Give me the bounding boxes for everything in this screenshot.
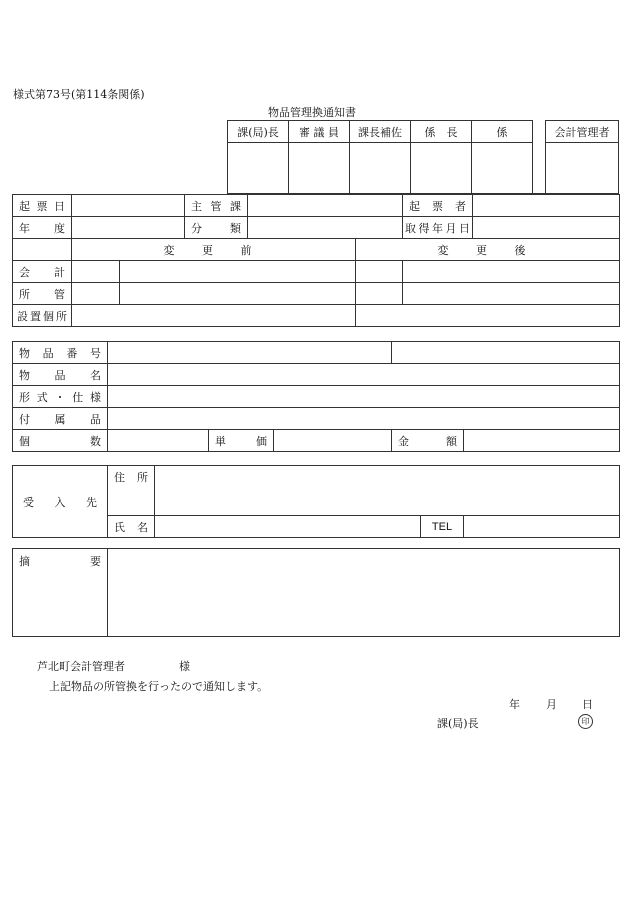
seal-mark: 印 [578, 714, 593, 729]
nendo-field[interactable] [72, 217, 185, 239]
remarks-table [12, 548, 620, 637]
tekiyo-field[interactable] [108, 549, 620, 637]
addressee: 芦北町会計管理者 [37, 660, 125, 673]
header-table [12, 194, 620, 327]
date-year: 年 [509, 698, 520, 711]
label-tel: TEL [421, 516, 464, 538]
approval-stamp-kakaricho[interactable] [411, 143, 472, 194]
shokan-after-code[interactable] [356, 283, 403, 305]
label-shukan-ka: 主 管 課 [185, 195, 248, 217]
setchi-kasho-before-field[interactable] [72, 305, 356, 327]
accountant-approval-table [545, 120, 619, 194]
label-kihyo-bi: 起 票 日 [13, 195, 72, 217]
label-meishou: 物 品 名 [13, 364, 108, 386]
item-table [12, 341, 620, 452]
label-kosu: 個 数 [13, 430, 108, 452]
kaikei-before-field[interactable] [120, 261, 356, 283]
jusho-field[interactable] [155, 466, 620, 516]
label-nendo: 年 度 [13, 217, 72, 239]
approval-label-kacho: 課(局)長 [228, 121, 289, 143]
label-keishiki: 形式・仕様 [13, 386, 108, 408]
approval-label-kachohosa: 課長補佐 [350, 121, 411, 143]
page-title: 物品管理換通知書 [268, 106, 356, 119]
kaikei-after-code[interactable] [356, 261, 403, 283]
label-bunrui: 分 類 [185, 217, 248, 239]
blank-cell [13, 239, 72, 261]
approval-label-kakaricho: 係 長 [411, 121, 472, 143]
label-jusho: 住 所 [108, 466, 155, 516]
signer: 課(局)長 [437, 717, 479, 730]
shutoku-nengappi-field[interactable] [473, 217, 620, 239]
kihyo-bi-field[interactable] [72, 195, 185, 217]
fuzokuhin-field[interactable] [108, 408, 620, 430]
label-henko-mae: 変 更 前 [72, 239, 356, 261]
label-tekiyo: 摘 要 [13, 549, 108, 637]
accountant-stamp[interactable] [546, 143, 619, 194]
date-month: 月 [546, 698, 557, 711]
approval-stamp-kakari[interactable] [472, 143, 533, 194]
shokan-after-field[interactable] [403, 283, 620, 305]
recipient-table [12, 465, 620, 538]
addressee-honorific: 様 [179, 660, 190, 673]
label-bangou: 物 品 番 号 [13, 342, 108, 364]
kaikei-before-code[interactable] [72, 261, 120, 283]
kingaku-field[interactable] [464, 430, 620, 452]
seal-icon [578, 714, 593, 729]
approval-stamp-shingiin[interactable] [289, 143, 350, 194]
approval-stamp-kacho[interactable] [228, 143, 289, 194]
bangou-field-2[interactable] [392, 342, 620, 364]
label-tanka: 単 価 [209, 430, 274, 452]
label-kihyo-sha: 起 票 者 [403, 195, 473, 217]
label-shokan: 所 管 [13, 283, 72, 305]
shokan-before-field[interactable] [120, 283, 356, 305]
label-kaikei: 会 計 [13, 261, 72, 283]
setchi-kasho-after-field[interactable] [356, 305, 620, 327]
approval-label-shingiin: 審 議 員 [289, 121, 350, 143]
date-day: 日 [582, 698, 593, 711]
tanka-field[interactable] [274, 430, 392, 452]
label-kingaku: 金 額 [392, 430, 464, 452]
bunrui-field[interactable] [248, 217, 403, 239]
approval-stamp-kachohosa[interactable] [350, 143, 411, 194]
label-fuzokuhin: 付 属 品 [13, 408, 108, 430]
accountant-label: 会計管理者 [546, 121, 619, 143]
tel-field[interactable] [464, 516, 620, 538]
label-setchi-kasho: 設置個所 [13, 305, 72, 327]
shokan-before-code[interactable] [72, 283, 120, 305]
meishou-field[interactable] [108, 364, 620, 386]
kosu-field[interactable] [108, 430, 209, 452]
label-shutoku-nengappi: 取得年月日 [403, 217, 473, 239]
shukan-ka-field[interactable] [248, 195, 403, 217]
label-ukeire-saki: 受 入 先 [13, 466, 108, 538]
approval-table [227, 120, 533, 194]
keishiki-field[interactable] [108, 386, 620, 408]
label-henko-go: 変 更 後 [356, 239, 620, 261]
kihyo-sha-field[interactable] [473, 195, 620, 217]
bangou-field[interactable] [108, 342, 392, 364]
shimei-field[interactable] [155, 516, 421, 538]
label-shimei: 氏 名 [108, 516, 155, 538]
notice-text: 上記物品の所管換を行ったので通知します。 [49, 680, 269, 693]
kaikei-after-field[interactable] [403, 261, 620, 283]
approval-label-kakari: 係 [472, 121, 533, 143]
form-number: 様式第73号(第114条関係) [13, 88, 145, 101]
